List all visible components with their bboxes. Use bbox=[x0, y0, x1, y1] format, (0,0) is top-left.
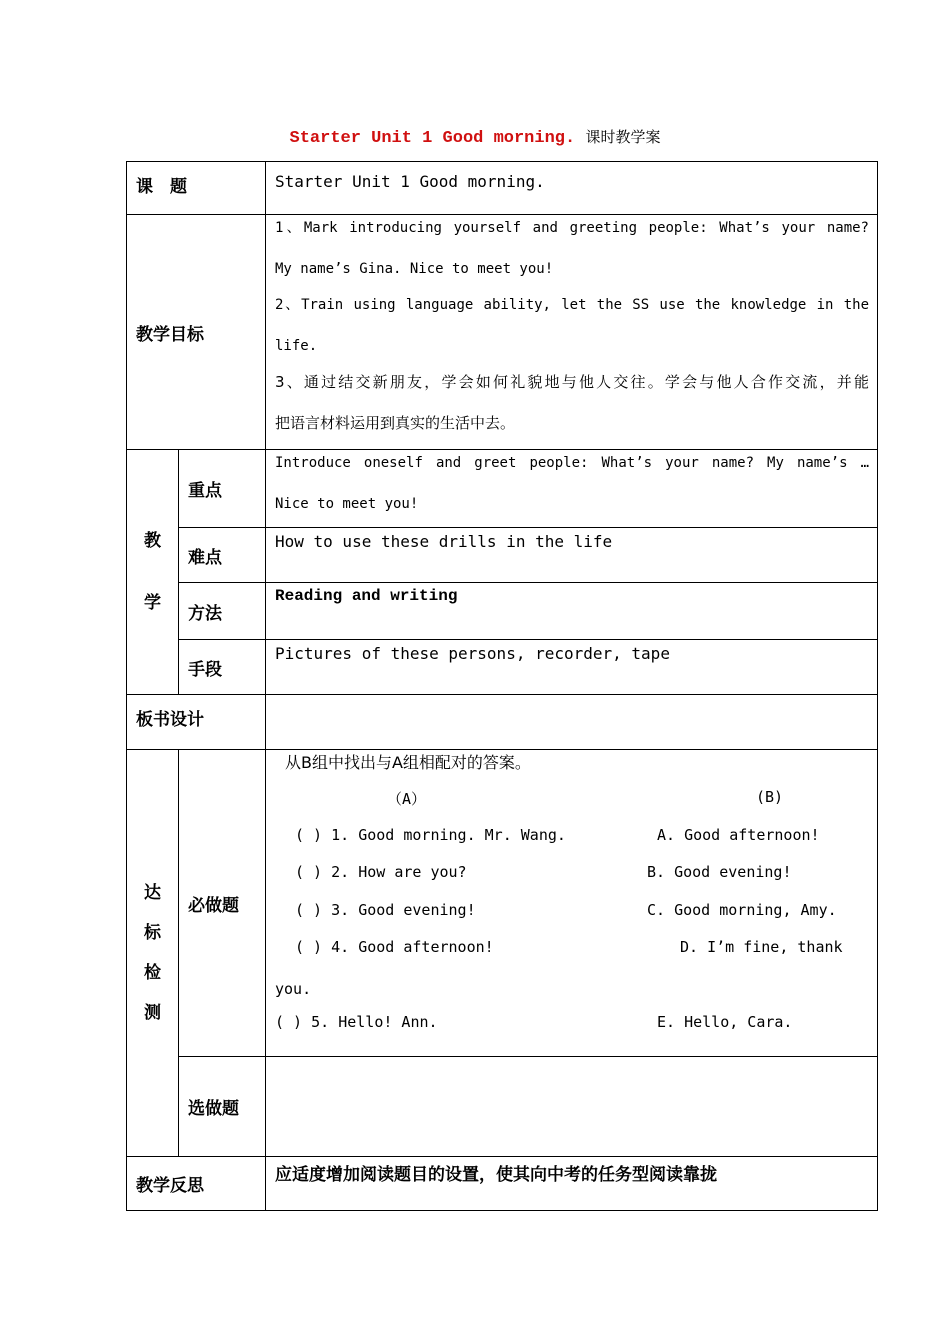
title-english: Starter Unit 1 Good morning. bbox=[289, 129, 576, 148]
required-instruction: 从B组中找出与A组相配对的答案。 bbox=[285, 753, 531, 772]
lesson-plan-table bbox=[126, 161, 878, 1211]
board-label: 板书设计 bbox=[127, 695, 266, 750]
objective-line-1: 1、Mark introducing yourself and greeting people: What’s your name? bbox=[275, 220, 869, 236]
row-reflection bbox=[127, 1157, 878, 1211]
row-required-exercises bbox=[127, 750, 878, 1057]
row-difficulties bbox=[127, 528, 878, 583]
question-row-5 bbox=[275, 1013, 868, 1051]
question-row-4 bbox=[275, 938, 868, 976]
objectives-content bbox=[266, 215, 878, 450]
assessment-char-3: 检 bbox=[144, 963, 161, 983]
method-value: Reading and writing bbox=[266, 583, 878, 640]
question-1-a: ( ) 1. Good morning. Mr. Wang. bbox=[295, 825, 566, 844]
page-title bbox=[0, 126, 950, 148]
teaching-label-char-2: 学 bbox=[144, 593, 161, 613]
row-key-points bbox=[127, 450, 878, 528]
row-optional-exercises bbox=[127, 1057, 878, 1157]
question-4-a: ( ) 4. Good afternoon! bbox=[295, 938, 494, 956]
assessment-label bbox=[127, 750, 179, 1157]
means-value: Pictures of these persons, recorder, tape bbox=[266, 640, 878, 695]
teaching-label bbox=[127, 450, 179, 695]
question-1-b: A. Good afternoon! bbox=[657, 825, 820, 844]
row-objectives bbox=[127, 215, 878, 450]
question-row-1 bbox=[275, 826, 868, 864]
objective-line-3: 2、Train using language ability, let the SS use the knowledge in the bbox=[275, 297, 869, 313]
reflection-label: 教学反思 bbox=[127, 1157, 266, 1211]
assessment-char-4: 测 bbox=[144, 1003, 161, 1023]
method-label: 方法 bbox=[179, 583, 266, 640]
difficulties-label: 难点 bbox=[179, 528, 266, 583]
key-points-line-1: Introduce oneself and greet people: What’s your name? My name’s … bbox=[275, 455, 869, 471]
assessment-char-2: 标 bbox=[144, 923, 161, 943]
required-content bbox=[266, 750, 878, 1057]
question-row-3 bbox=[275, 901, 868, 939]
question-4-wrap bbox=[275, 976, 868, 1013]
board-value bbox=[266, 695, 878, 750]
objective-line-2: My name’s Gina. Nice to meet you! bbox=[275, 261, 554, 277]
question-5-a: ( ) 5. Hello! Ann. bbox=[275, 1012, 438, 1031]
optional-label: 选做题 bbox=[179, 1057, 266, 1157]
reflection-value: 应适度增加阅读题目的设置，使其向中考的任务型阅读靠拢 bbox=[266, 1157, 878, 1211]
means-label: 手段 bbox=[179, 640, 266, 695]
key-points-content bbox=[266, 450, 878, 528]
row-topic bbox=[127, 162, 878, 215]
objective-line-4: life. bbox=[275, 338, 318, 354]
question-row-2 bbox=[275, 863, 868, 901]
optional-value bbox=[266, 1057, 878, 1157]
objective-line-6: 把语言材料运用到真实的生活中去。 bbox=[275, 414, 516, 432]
assessment-char-1: 达 bbox=[144, 883, 161, 903]
objectives-label: 教学目标 bbox=[127, 215, 266, 450]
key-points-line-2: Nice to meet you! bbox=[275, 496, 419, 512]
question-3-a: ( ) 3. Good evening! bbox=[295, 900, 476, 919]
question-5-b: E. Hello, Cara. bbox=[657, 1012, 793, 1031]
topic-label: 课 题 bbox=[127, 162, 266, 215]
column-a-header: （A） bbox=[387, 790, 427, 808]
column-headers bbox=[275, 788, 868, 826]
difficulties-value: How to use these drills in the life bbox=[266, 528, 878, 583]
question-2-b: B. Good evening! bbox=[647, 863, 792, 881]
teaching-label-char-1: 教 bbox=[144, 531, 161, 551]
question-4-b: D. I’m fine, thank bbox=[680, 938, 843, 956]
row-means bbox=[127, 640, 878, 695]
topic-value: Starter Unit 1 Good morning. bbox=[266, 162, 878, 215]
key-points-label: 重点 bbox=[179, 450, 266, 528]
column-b-header: (B) bbox=[756, 788, 784, 806]
row-board-design bbox=[127, 695, 878, 750]
objective-line-5: 3、通过结交新朋友，学会如何礼貌地与他人交往。学会与他人合作交流，并能 bbox=[275, 373, 869, 391]
required-label: 必做题 bbox=[179, 750, 266, 1057]
question-3-b: C. Good morning, Amy. bbox=[647, 900, 837, 919]
question-4-wrap-text: you. bbox=[275, 979, 312, 998]
row-method bbox=[127, 583, 878, 640]
question-2-a: ( ) 2. How are you? bbox=[295, 863, 467, 881]
title-chinese: 课时教学案 bbox=[585, 128, 661, 146]
